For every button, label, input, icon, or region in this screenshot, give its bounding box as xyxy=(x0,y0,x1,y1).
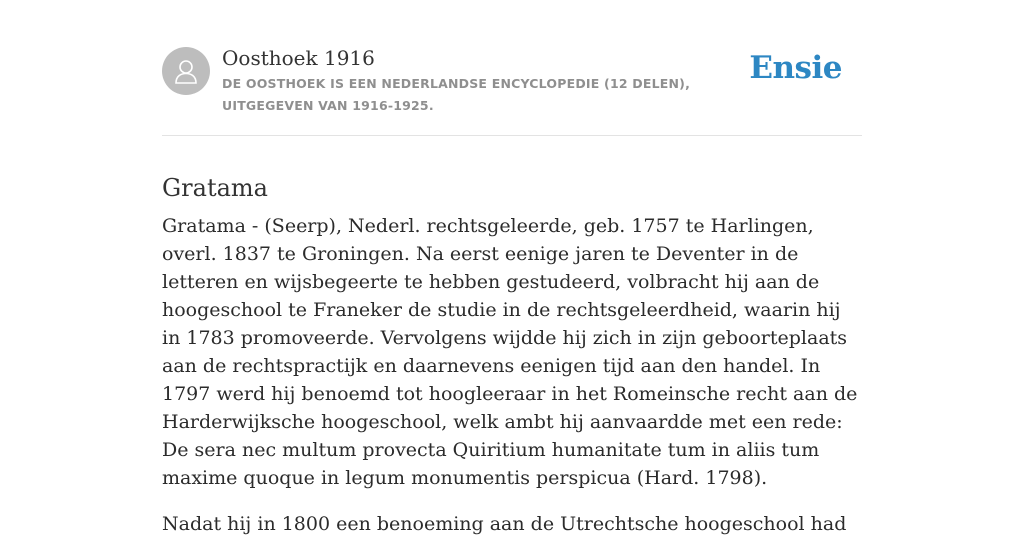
article-title: Gratama xyxy=(162,174,268,203)
article-body xyxy=(162,212,862,556)
source-header xyxy=(162,0,862,136)
source-title[interactable]: Oosthoek 1916 xyxy=(222,46,375,70)
source-avatar[interactable] xyxy=(162,47,210,95)
ensie-logo[interactable]: Ensie xyxy=(749,50,842,86)
article-paragraph: Nadat hij in 1800 een benoeming aan de Utrechtsche hoogeschool had xyxy=(162,513,847,535)
source-description: DE OOSTHOEK IS EEN NEDERLANDSE ENCYCLOPEDIE (12 DELEN), UITGEGEVEN VAN 1916-1925. xyxy=(222,76,691,113)
page-container xyxy=(162,0,862,535)
user-avatar-icon xyxy=(172,57,200,85)
article-paragraph: Gratama - (Seerp), Nederl. rechtsgeleerde, geb. 1757 te Harlingen, overl. 1837 te Groningen. Na eerst eenige jaren te Deventer in de letteren en wijsbegeerte te hebben gestudeerd, volbracht hij aan de hoogeschool te Franeker de studie in de rechtsgeleerdheid, waarin hij in 1783 promoveerde. Vervolgens wijdde hij zich in zijn geboorteplaats aan de rechtspractijk en daarnevens eenigen tijd aan den handel. In 1797 werd hij benoemd tot hoogleeraar in het Romeinsche recht aan de Harderwijksche hoogeschool, welk ambt hij aanvaardde met een rede: De sera nec multum provecta Quiritium humanitate tum in aliis tum maxime quoque in legum monumentis perspicua (Hard. 1798). xyxy=(162,215,858,489)
